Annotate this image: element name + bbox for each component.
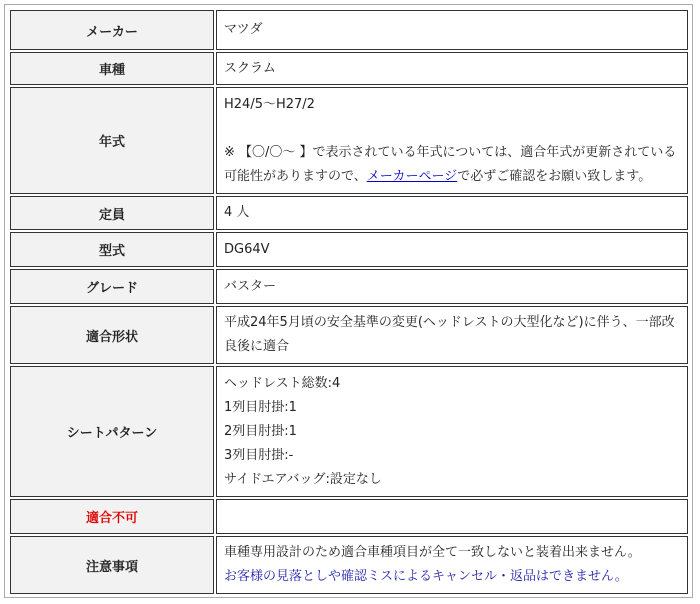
- year-note-before: 可能性がありますので、: [224, 168, 367, 184]
- fit-shape-line2: 良後に適合: [224, 339, 290, 354]
- row-type: [10, 232, 688, 267]
- value-notes: [216, 536, 688, 594]
- row-not-compatible: [10, 499, 688, 534]
- maker-page-link[interactable]: メーカーページ: [366, 168, 458, 184]
- label-fit-shape: 適合形状: [10, 306, 214, 364]
- row-capacity: [10, 196, 688, 230]
- label-capacity: 定員: [10, 196, 214, 230]
- fit-shape-line1: 平成24年5月頃の安全基準の変更(ヘッドレストの大型化など)に伴う、一部改: [224, 315, 675, 330]
- year-note-line1: ※ 【〇/〇～ 】で表示されている年式については、適合年式が更新されている: [224, 144, 677, 160]
- year-range: H24/5～H27/2: [224, 96, 315, 112]
- value-model: スクラム: [216, 52, 688, 85]
- row-fit-shape: [10, 306, 688, 364]
- year-note-line2: [224, 165, 681, 189]
- spec-table-frame: [4, 4, 693, 598]
- value-fit-shape: [216, 306, 688, 364]
- value-capacity: 4 人: [216, 196, 688, 230]
- value-not-compatible: [216, 499, 688, 534]
- row-maker: [10, 10, 688, 50]
- row-grade: [10, 269, 688, 304]
- notes-line2: お客様の見落としや確認ミスによるキャンセル・返品はできません。: [224, 569, 628, 584]
- label-type: 型式: [10, 232, 214, 267]
- value-grade: バスター: [216, 269, 688, 304]
- value-maker: マツダ: [216, 10, 688, 50]
- label-notes: 注意事項: [10, 536, 214, 594]
- label-model: 車種: [10, 52, 214, 85]
- row-year: [10, 87, 688, 194]
- label-maker: メーカー: [10, 10, 214, 50]
- row-model: [10, 52, 688, 85]
- label-not-compatible: 適合不可: [10, 499, 214, 534]
- label-year: 年式: [10, 87, 214, 194]
- value-seat-pattern: [216, 366, 688, 497]
- seat-pattern-line: 2列目肘掛:1: [224, 423, 297, 439]
- value-type: DG64V: [216, 232, 688, 267]
- label-seat-pattern: シートパターン: [10, 366, 214, 497]
- row-notes: [10, 536, 688, 594]
- value-year: [216, 87, 688, 194]
- label-grade: グレード: [10, 269, 214, 304]
- year-note-after: で必ずご確認をお願い致します。: [457, 168, 652, 184]
- row-seat-pattern: [10, 366, 688, 497]
- seat-pattern-line: 3列目肘掛:-: [224, 447, 294, 463]
- seat-pattern-line: ヘッドレスト総数:4: [224, 375, 341, 391]
- seat-pattern-line: 1列目肘掛:1: [224, 399, 297, 415]
- notes-line1: 車種専用設計のため適合車種項目が全て一致しないと装着出来ません。: [224, 545, 641, 560]
- spec-table: [8, 8, 690, 596]
- seat-pattern-line: サイドエアバッグ:設定なし: [224, 471, 382, 487]
